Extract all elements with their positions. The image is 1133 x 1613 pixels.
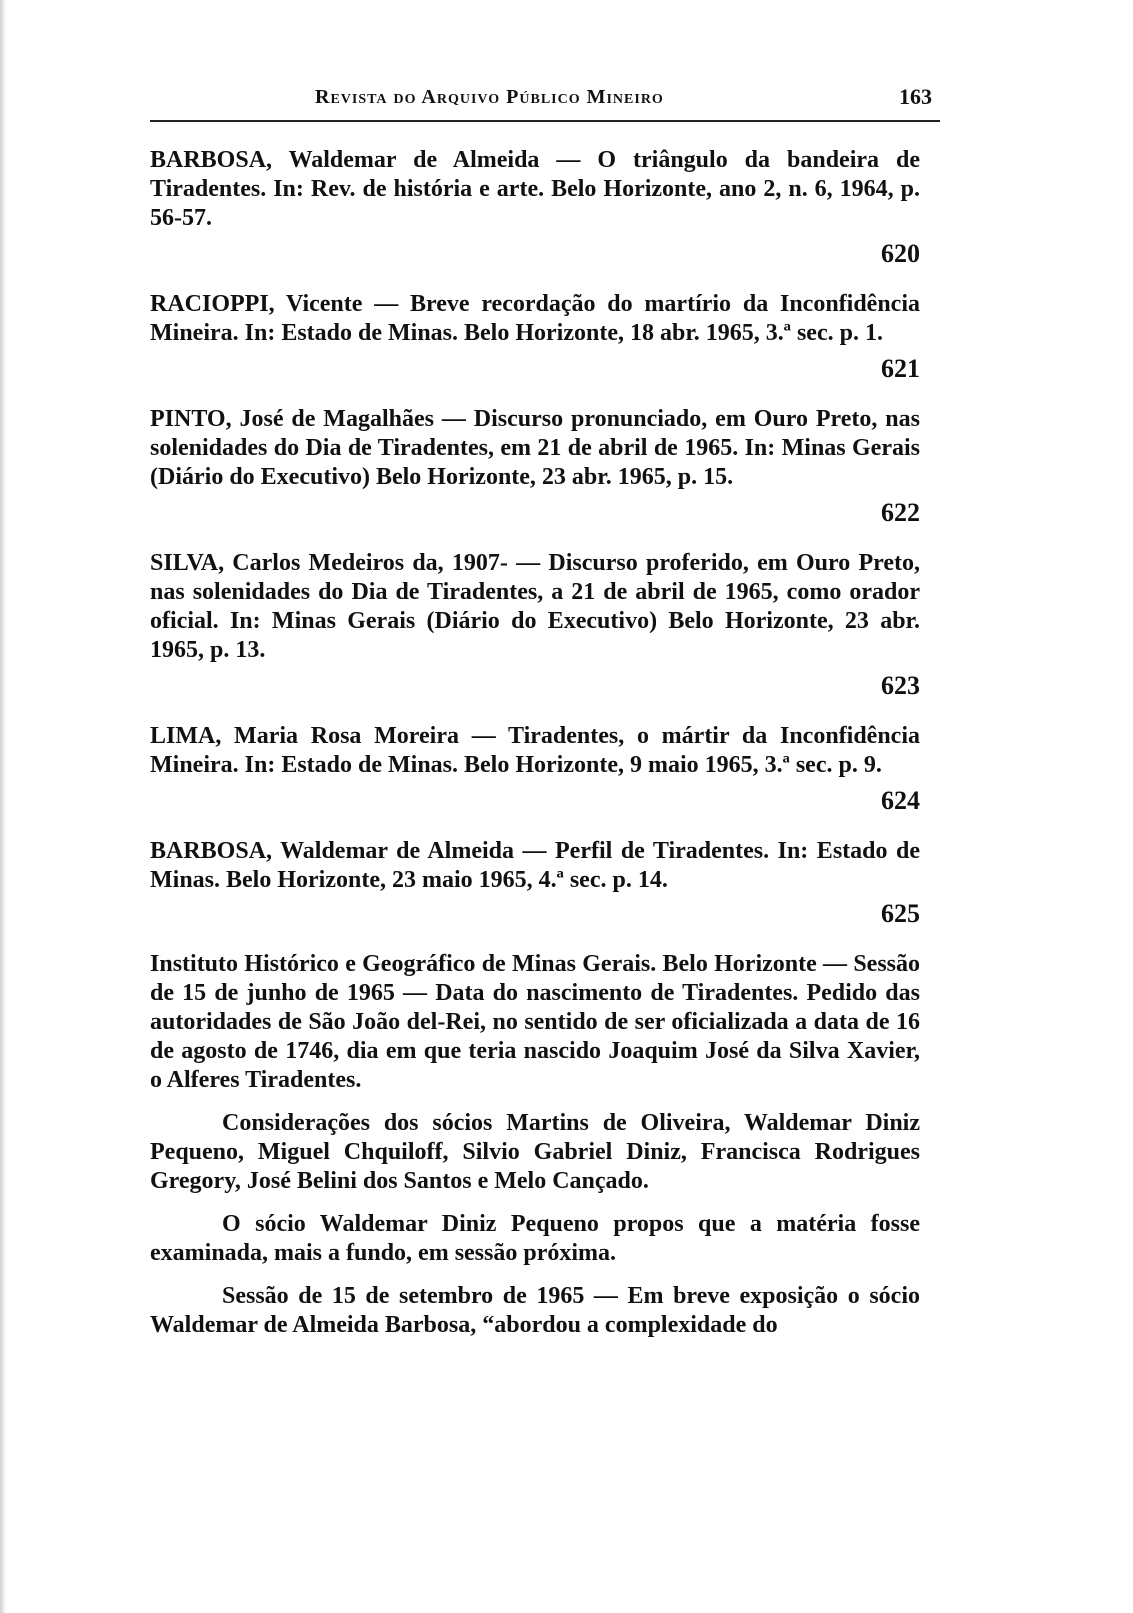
bibliography-entry [150,722,920,815]
entry-number: 624 [881,786,920,815]
page-edge-shadow [0,0,6,1613]
bibliography-entry [150,549,920,700]
entry-citation: RACIOPPI, Vicente — Breve recordação do martírio da Inconfidência Mineira. In: Estado de Minas. Belo Horizonte, 18 abr. 1965, 3.ª sec. p. 1. [150,291,920,346]
body-paragraph: O sócio Waldemar Diniz Pequeno propos que a matéria fosse examinada, mais a fundo, em sessão próxima. [150,1211,920,1266]
bibliography-entry [150,405,920,527]
entry-number: 621 [881,354,920,383]
body-paragraph: Sessão de 15 de setembro de 1965 — Em breve exposição o sócio Waldemar de Almeida Barbosa, “abordou a complexidade do [150,1283,920,1338]
running-header [150,80,940,122]
entry-number: 622 [881,498,920,527]
bibliography-entry [150,146,920,268]
page-content [150,146,920,1354]
body-paragraph: Considerações dos sócios Martins de Oliveira, Waldemar Diniz Pequeno, Miguel Chquiloff, Silvio Gabriel Diniz, Francisca Rodrigues Gregory, José Belini dos Santos e Melo Cançado. [150,1110,920,1194]
entry-number: 620 [881,239,920,268]
entry-citation: PINTO, José de Magalhães — Discurso pronunciado, em Ouro Preto, nas solenidades do Dia de Tiradentes, em 21 de abril de 1965. In: Minas Gerais (Diário do Executivo) Belo Horizonte, 23 abr. 1965, p. 15. [150,406,920,490]
entry-citation: BARBOSA, Waldemar de Almeida — Perfil de Tiradentes. In: Estado de Minas. Belo Horizonte, 23 maio 1965, 4.ª sec. p. 14. [150,838,920,893]
journal-title: Revista do Arquivo Público Mineiro [315,86,664,108]
page-number: 163 [899,84,932,109]
entry-number: 625 [881,899,920,928]
bibliography-entry [150,290,920,383]
entry-number: 623 [881,671,920,700]
body-paragraph: Instituto Histórico e Geográfico de Minas Gerais. Belo Horizonte — Sessão de 15 de junho de 1965 — Data do nascimento de Tiradentes. Pedido das autoridades de São João del-Rei, no sentido de ser oficializada a data de 16 de agosto de 1746, dia em que teria nascido Joaquim José da Silva Xavier, o Alferes Tiradentes. [150,951,920,1093]
bibliography-entry [150,837,920,928]
entry-citation: SILVA, Carlos Medeiros da, 1907- — Discurso proferido, em Ouro Preto, nas solenidades do Dia de Tiradentes, a 21 de abril de 1965, como orador oficial. In: Minas Gerais (Diário do Executivo) Belo Horizonte, 23 abr. 1965, p. 13. [150,550,920,663]
entry-citation: BARBOSA, Waldemar de Almeida — O triângulo da bandeira de Tiradentes. In: Rev. de história e arte. Belo Horizonte, ano 2, n. 6, 1964, p. 56-57. [150,147,920,231]
entry-citation: LIMA, Maria Rosa Moreira — Tiradentes, o mártir da Inconfidência Mineira. In: Estado de Minas. Belo Horizonte, 9 maio 1965, 3.ª sec. p. 9. [150,723,920,778]
